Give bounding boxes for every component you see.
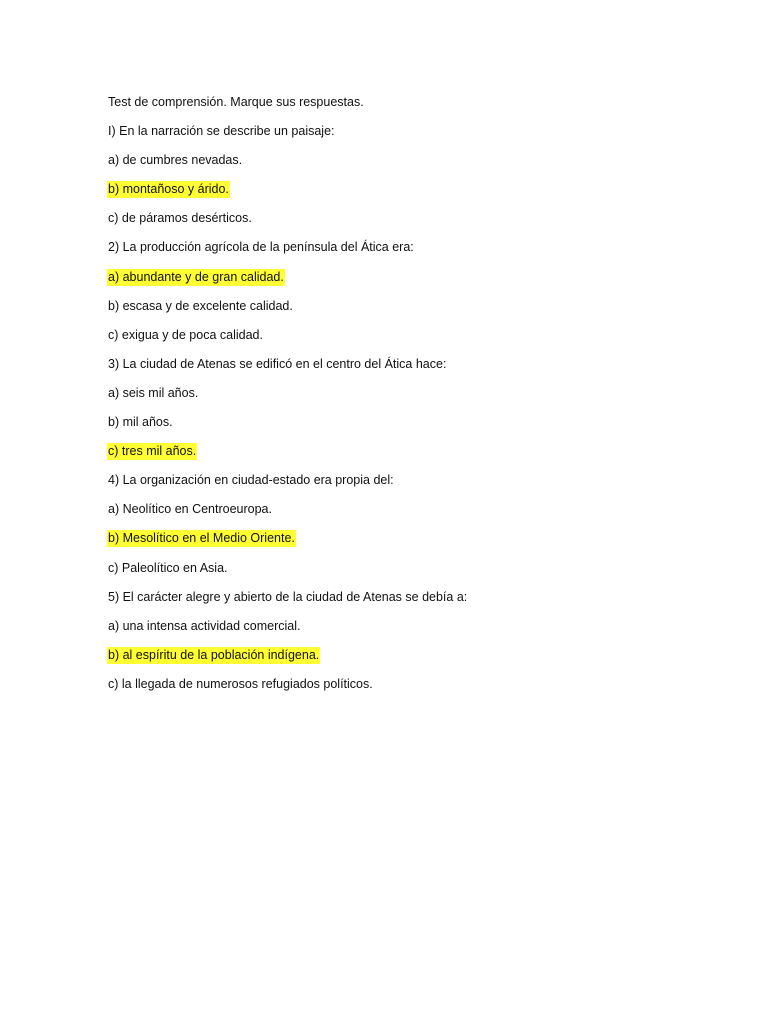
question-3-option-c-highlighted: c) tres mil años. [108, 444, 197, 459]
question-5-option-a: a) una intensa actividad comercial. [108, 618, 301, 633]
question-4-option-b-highlighted: b) Mesolítico en el Medio Oriente. [108, 531, 295, 546]
question-2-option-c: c) exigua y de poca calidad. [108, 327, 263, 342]
question-3-option-a: a) seis mil años. [108, 385, 199, 400]
question-4-option-a: a) Neolítico en Centroeuropa. [108, 502, 272, 517]
question-1: I) En la narración se describe un paisaje: [108, 124, 335, 139]
question-1-option-c: c) de páramos desérticos. [108, 211, 252, 226]
question-3: 3) La ciudad de Atenas se edificó en el centro del Ática hace: [108, 356, 447, 371]
question-3-option-b: b) mil años. [108, 415, 173, 430]
question-2-option-b: b) escasa y de excelente calidad. [108, 298, 293, 313]
document-title: Test de comprensión. Marque sus respuestas. [108, 95, 364, 109]
question-5-option-c: c) la llegada de numerosos refugiados políticos. [108, 676, 373, 691]
document-body [107, 92, 707, 703]
question-4: 4) La organización en ciudad-estado era propia del: [108, 473, 394, 488]
question-2: 2) La producción agrícola de la península del Ática era: [108, 240, 414, 255]
question-1-option-a: a) de cumbres nevadas. [108, 153, 243, 168]
question-5: 5) El carácter alegre y abierto de la ciudad de Atenas se debía a: [108, 589, 468, 604]
question-5-option-b-highlighted: b) al espíritu de la población indígena. [108, 647, 320, 662]
question-2-option-a-highlighted: a) abundante y de gran calidad. [108, 269, 284, 284]
question-4-option-c: c) Paleolítico en Asia. [108, 560, 228, 575]
question-1-option-b-highlighted: b) montañoso y árido. [108, 182, 229, 197]
